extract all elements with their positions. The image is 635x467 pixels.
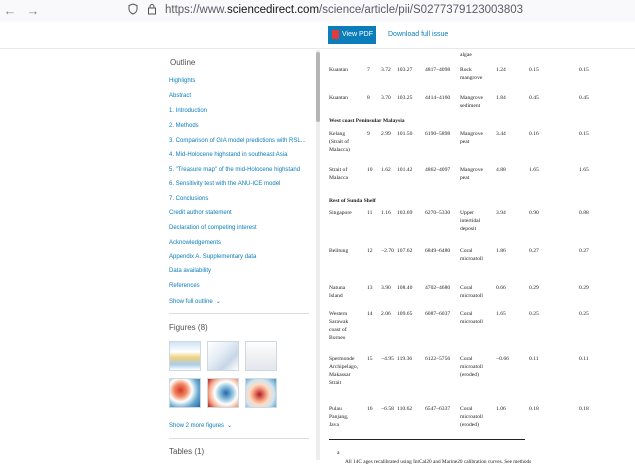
- show-full-outline-link[interactable]: [169, 298, 221, 305]
- table-cell-longitude: 108.40: [397, 285, 413, 291]
- table-cell-location: Java: [329, 422, 339, 428]
- table-cell-longitude: 101.42: [397, 167, 413, 173]
- table-section-heading: Rest of Sunda Shelf: [329, 198, 376, 204]
- table-cell-value: 0.11: [579, 356, 589, 362]
- table-cell-environment: peat: [460, 175, 470, 181]
- table-cell-id: 8: [367, 95, 370, 101]
- table-cell-elevation: −6.58: [381, 406, 394, 412]
- table-cell-longitude: 103.69: [397, 210, 413, 216]
- table-cell-location: Singapore: [329, 210, 352, 216]
- table-cell-value: 0.25: [579, 311, 589, 317]
- table-cell-value: 0.11: [529, 356, 539, 362]
- table-cell-location: Pulau: [329, 406, 342, 412]
- table-cell-environment: Mangrove: [460, 95, 483, 101]
- table-section-heading: West coast Peninsular Malaysia: [329, 118, 405, 124]
- outline-item-references[interactable]: References: [169, 283, 200, 289]
- table-cell-value: 1.65: [579, 167, 589, 173]
- figure-thumbnail-6[interactable]: [245, 378, 277, 408]
- table-cell-age: 6849–6480: [425, 248, 451, 254]
- tables-heading: Tables (1): [169, 447, 205, 456]
- chevron-down-icon: ⌄: [227, 423, 233, 429]
- table-cell-id: 7: [367, 67, 370, 73]
- outline-heading: Outline: [170, 58, 196, 67]
- outline-item-competing-interest[interactable]: Declaration of competing interest: [169, 225, 257, 231]
- view-pdf-label: View PDF: [342, 31, 373, 38]
- table-cell-age: 4702–4680: [425, 285, 451, 291]
- table-cell-id: 14: [367, 311, 373, 317]
- outline-item-appendix[interactable]: Appendix A. Supplementary data: [169, 254, 257, 260]
- table-cell-environment: Mangrove: [460, 167, 483, 173]
- outline-item-abstract[interactable]: Abstract: [169, 93, 192, 99]
- outline-item-methods[interactable]: 2. Methods: [169, 123, 199, 129]
- table-cell-age: 6087–6037: [425, 311, 451, 317]
- figure-thumbnail-4[interactable]: [169, 378, 201, 408]
- table-cell-location: Belitung: [329, 248, 349, 254]
- table-cell-value: 0.27: [579, 248, 589, 254]
- browser-toolbar: [0, 0, 635, 23]
- table-cell-id: 11: [367, 210, 373, 216]
- table-cell-value: 0.27: [529, 248, 539, 254]
- table-cell-value: 0.18: [529, 406, 539, 412]
- table-cell-value: 0.45: [529, 95, 539, 101]
- table-cell-value: 0.18: [579, 406, 589, 412]
- table-cell-value: 1.24: [496, 67, 506, 73]
- table-cell-elevation: −4.95: [381, 356, 394, 362]
- show-more-figures-label: Show 2 more figures: [169, 423, 225, 429]
- table-cell-id: 9: [367, 131, 370, 137]
- table-cell-location: Kelang: [329, 131, 346, 137]
- url-path: /science/article/pii/S0277379123003803: [319, 4, 524, 16]
- table-cell-age: 4862–4097: [425, 167, 451, 173]
- table-cell-environment: Rock: [460, 67, 472, 73]
- table-cell-longitude: 103.27: [397, 67, 413, 73]
- table-cell-elevation: 1.62: [381, 167, 391, 173]
- table-cell-environment: Upper: [460, 210, 474, 216]
- figures-heading: Figures (8): [169, 323, 208, 332]
- outline-item-treasure-map[interactable]: 5. "Treasure map" of the mid-Holocene highstand: [169, 167, 301, 173]
- table-cell-location: Archipelago,: [329, 364, 359, 370]
- table-cell-location: (Strait of: [329, 139, 350, 145]
- table-cell-environment: (eroded): [460, 422, 479, 428]
- divider: [169, 438, 309, 439]
- table-cell-value: 3.44: [496, 131, 506, 137]
- table-cell-environment: peat: [460, 139, 470, 145]
- table-cell-environment: microatoll: [460, 319, 483, 325]
- table-cell-id: 13: [367, 285, 373, 291]
- table-cell-longitude: 103.25: [397, 95, 413, 101]
- table-cell-value: 0.45: [579, 95, 589, 101]
- table-cell-location: Malacca: [329, 175, 348, 181]
- forward-arrow-icon[interactable]: →: [26, 3, 40, 18]
- table-cell-value: 0.15: [579, 67, 589, 73]
- table-cell-environment: microatoll: [460, 364, 483, 370]
- table-cell-value: 4.88: [496, 167, 506, 173]
- outline-item-highlights[interactable]: Highlights: [169, 78, 196, 84]
- back-arrow-icon[interactable]: ←: [3, 3, 17, 18]
- table-cell-value: 1.65: [496, 311, 506, 317]
- table-cell-environment: Coral: [460, 311, 473, 317]
- table-cell-value: 0.29: [529, 285, 539, 291]
- figure-thumbnail-3[interactable]: [245, 341, 277, 371]
- outline-item-comparison[interactable]: 3. Comparison of GIA model predictions with RSL...: [169, 138, 306, 144]
- table-cell-id: 10: [367, 167, 373, 173]
- outline-item-data-availability[interactable]: Data availability: [169, 268, 212, 274]
- table-bottom-rule: [329, 439, 525, 440]
- table-cell-location: Strait: [329, 380, 342, 386]
- table-cell-elevation: 2.99: [381, 131, 391, 137]
- table-cell-longitude: 101.50: [397, 131, 413, 137]
- table-cell-environment: intertidal: [460, 218, 481, 224]
- figure-thumbnail-1[interactable]: [169, 341, 201, 371]
- table-cell-value: 0.29: [579, 285, 589, 291]
- table-cell-elevation: 2.06: [381, 311, 391, 317]
- table-cell-value: 0.15: [529, 67, 539, 73]
- table-cell-location: Borneo: [329, 335, 346, 341]
- table-cell-location: Panjang,: [329, 414, 349, 420]
- table-cell-value: 0.15: [579, 131, 589, 137]
- table-cell-longitude: 119.36: [397, 356, 413, 362]
- table-cell-value: 3.94: [496, 210, 506, 216]
- table-cell-longitude: 109.65: [397, 311, 413, 317]
- outline-item-sensitivity[interactable]: 6. Sensitivity test with the ANU-ICE model: [169, 181, 281, 187]
- table-cell-environment: microatoll: [460, 414, 483, 420]
- sidebar-scrollbar-thumb[interactable]: [316, 52, 320, 122]
- table-cell-value: 1.84: [496, 95, 506, 101]
- table-cell-environment: sediment: [460, 103, 481, 109]
- view-pdf-button[interactable]: [328, 26, 376, 44]
- table-cell-age: 6547–6337: [425, 406, 451, 412]
- table-cell-age: 6270–5330: [425, 210, 451, 216]
- table-cell-longitude: 110.62: [397, 406, 413, 412]
- outline-item-introduction[interactable]: 1. Introduction: [169, 108, 208, 114]
- table-cell-location: Makassar: [329, 372, 351, 378]
- table-cell-age: 6190–5898: [425, 131, 451, 137]
- table-cell-environment: Coral: [460, 356, 473, 362]
- figure-thumbnail-2[interactable]: [207, 341, 239, 371]
- table-cell-location: Kuantan: [329, 67, 348, 73]
- table-cell-environment: microatoll: [460, 293, 483, 299]
- table-cell-location: Western: [329, 311, 348, 317]
- chevron-down-icon: ⌄: [215, 299, 221, 305]
- url-domain: sciencedirect.com: [227, 4, 320, 16]
- table-cell-environment: mangrove: [460, 75, 483, 81]
- table-cell-elevation: 3.72: [381, 67, 391, 73]
- table-cell-location: Strait of: [329, 167, 348, 173]
- table-cell-value: 1.65: [529, 167, 539, 173]
- lock-icon[interactable]: [145, 3, 159, 19]
- article-toolbar: [0, 22, 635, 49]
- url-prefix: https://www.: [165, 4, 227, 16]
- table-cell-location: Island: [329, 293, 343, 299]
- table-cell-elevation: 1.16: [381, 210, 391, 216]
- table-cell-environment: Coral: [460, 248, 473, 254]
- table-cell-environment: microatoll: [460, 256, 483, 262]
- figure-thumbnail-5[interactable]: [207, 378, 239, 408]
- table-cell-value: 0.66: [496, 285, 506, 291]
- download-full-issue-link[interactable]: Download full issue: [388, 31, 449, 38]
- outline-item-credit[interactable]: Credit author statement: [169, 210, 232, 216]
- pdf-icon: [332, 30, 339, 39]
- outline-item-mid-holocene[interactable]: 4. Mid-Holocene highstand in southeast Asia: [169, 152, 288, 158]
- table-cell-value: 0.88: [579, 210, 589, 216]
- divider: [169, 313, 309, 314]
- table-cell-environment: Coral: [460, 285, 473, 291]
- footnote-mark: a: [337, 450, 340, 456]
- table-cell-location: Sarawak: [329, 319, 349, 325]
- table-cell-value: 1.86: [496, 248, 506, 254]
- table-cell-location: coast of: [329, 327, 347, 333]
- table-cell-longitude: 107.62: [397, 248, 413, 254]
- table-cell-age: 4414–4160: [425, 95, 451, 101]
- table-cell-environment: Coral: [460, 406, 473, 412]
- table-cell-environment: (eroded): [460, 372, 479, 378]
- table-cell-location: Spermonde: [329, 356, 355, 362]
- table-cell-value: 1.06: [496, 406, 506, 412]
- outline-item-conclusions[interactable]: 7. Conclusions: [169, 196, 209, 202]
- table-cell-value: −0.66: [496, 356, 509, 362]
- table-cell-location: Natuna: [329, 285, 346, 291]
- outline-item-acknowledgements[interactable]: Acknowledgements: [169, 240, 222, 246]
- table-cell-location: Kuantan: [329, 95, 348, 101]
- table-cell-value: 0.90: [529, 210, 539, 216]
- table-cell-environment: algae: [460, 52, 472, 58]
- table-cell-id: 12: [367, 248, 373, 254]
- table-cell-elevation: 3.70: [381, 95, 391, 101]
- show-more-figures-link[interactable]: [169, 422, 232, 429]
- address-bar[interactable]: [165, 4, 523, 16]
- table-cell-environment: deposit: [460, 226, 477, 232]
- table-cell-id: 16: [367, 406, 373, 412]
- table-cell-age: 6122–5756: [425, 356, 451, 362]
- table-cell-value: 0.25: [529, 311, 539, 317]
- table-cell-elevation: 3.90: [381, 285, 391, 291]
- table-cell-id: 15: [367, 356, 373, 362]
- table-cell-value: 0.16: [529, 131, 539, 137]
- show-full-outline-label: Show full outline: [169, 299, 213, 305]
- table-cell-environment: Mangrove: [460, 131, 483, 137]
- table-cell-age: 4817–4098: [425, 67, 451, 73]
- table-cell-location: Malacca): [329, 147, 350, 153]
- table-cell-elevation: −2.70: [381, 248, 394, 254]
- shield-icon[interactable]: [126, 3, 140, 19]
- table-footnote: All 14C ages recalibrated using IntCal20 and Marine20 calibration curves. See methods: [345, 459, 532, 465]
